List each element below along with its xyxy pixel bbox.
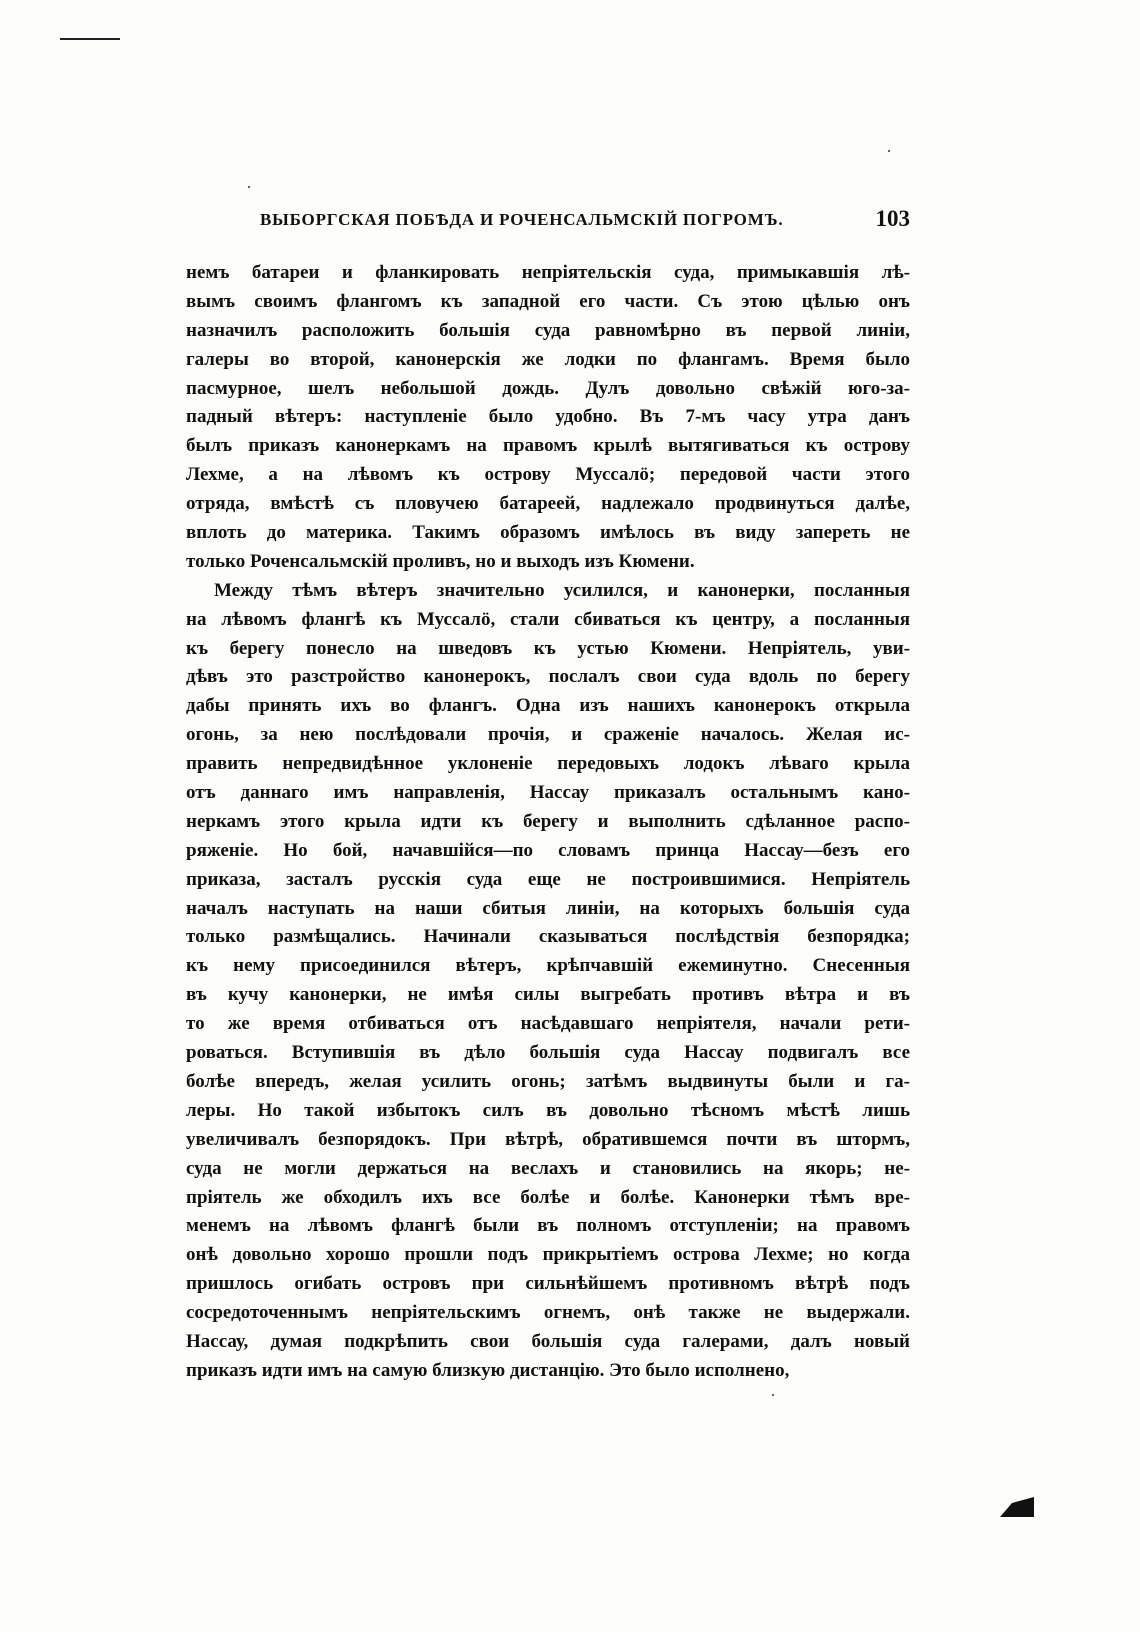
text-line: на лѣвомъ флангѣ къ Муссалö, стали сбиваться къ центру, а посланныя — [186, 608, 910, 630]
text-line: назначилъ расположить большія суда равномѣрно въ первой линіи, — [186, 319, 910, 341]
text-line: немъ батареи и фланкировать непріятельскія суда, примыкавшія лѣ- — [186, 262, 910, 283]
text-line: онѣ довольно хорошо прошли подъ прикрытіемъ острова Лехме; но когда — [186, 1244, 910, 1266]
text-line: падный вѣтеръ: наступленіе было удобно. Въ 7-мъ часу утра данъ — [186, 406, 910, 428]
scan-speck — [888, 150, 890, 152]
text-line: галеры во второй, канонерскія же лодки по флангамъ. Время было — [186, 348, 910, 370]
text-line: вплоть до материка. Такимъ образомъ имѣлось въ виду запереть не — [186, 522, 910, 544]
text-line: роваться. Вступившія въ дѣло большія суда Нассау подвигалъ все — [186, 1042, 910, 1064]
page-number: 103 — [875, 206, 910, 231]
text-line: дѣвъ это разстройство канонерокъ, послалъ свои суда вдоль по берегу — [186, 666, 910, 688]
text-line: леры. Но такой избытокъ силъ въ довольно тѣсномъ мѣстѣ лишь — [186, 1099, 910, 1121]
text-line: только размѣщались. Начинали сказываться послѣдствія безпорядка; — [186, 926, 910, 948]
text-line: пріятель же обходилъ ихъ все болѣе и болѣе. Канонерки тѣмъ вре- — [186, 1186, 910, 1208]
text-line: дабы принять ихъ во флангъ. Одна изъ нашихъ канонерокъ открыла — [186, 695, 910, 717]
text-line: Нассау, думая подкрѣпить свои большія суда галерами, далъ новый — [186, 1330, 910, 1352]
text-line: Между тѣмъ вѣтеръ значительно усилился, и канонерки, посланныя — [214, 579, 910, 601]
body-text — [186, 259, 910, 1386]
text-line: ряженіе. Но бой, начавшійся—по словамъ принца Нассау—безъ его — [186, 839, 910, 861]
text-line: огонь, за нею послѣдовали прочія, и сраженіе началось. Желая ис- — [186, 724, 910, 746]
page-corner-mark — [998, 1495, 1036, 1519]
text-line: неркамъ этого крыла идти къ берегу и выполнить сдѣланное распо- — [186, 810, 910, 832]
scan-corner-rule — [60, 38, 120, 40]
text-line: увеличивалъ безпорядокъ. При вѣтрѣ, обратившемся почти въ штормъ, — [186, 1128, 910, 1150]
text-line: только Роченсальмскій проливъ, но и выходъ изъ Кюмени. — [186, 550, 695, 572]
text-line: менемъ на лѣвомъ флангѣ были въ полномъ отступленіи; на правомъ — [186, 1215, 910, 1237]
text-line: къ берегу понесло на шведовъ къ устью Кюмени. Непріятель, уви- — [186, 637, 910, 659]
text-line: пасмурное, шелъ небольшой дождь. Дулъ довольно свѣжій юго-за- — [186, 377, 910, 399]
text-line: приказъ идти имъ на самую близкую дистанцію. Это было исполнено, — [186, 1359, 790, 1381]
text-line: болѣе впередъ, желая усилить огонь; затѣмъ выдвинуты были и га- — [186, 1070, 910, 1092]
text-line: къ нему присоединился вѣтеръ, крѣпчавшій ежеминутно. Снесенныя — [186, 955, 910, 977]
text-line: вымъ своимъ флангомъ къ западной его части. Съ этою цѣлью онъ — [186, 290, 910, 312]
text-line: былъ приказъ канонеркамъ на правомъ крылѣ вытягиваться къ острову — [186, 435, 910, 457]
text-line: отряда, вмѣстѣ съ пловучею батареей, надлежало продвинуться далѣе, — [186, 493, 910, 515]
text-line: суда не могли держаться на веслахъ и становились на якорь; не- — [186, 1157, 910, 1179]
text-line: началъ наступать на наши сбитыя линіи, на которыхъ большія суда — [186, 897, 910, 919]
text-line: то же время отбиваться отъ насѣдавшаго непріятеля, начали рети- — [186, 1013, 910, 1035]
text-line: сосредоточеннымъ непріятельскимъ огнемъ, онѣ также не выдержали. — [186, 1302, 910, 1324]
scan-speck — [248, 186, 250, 188]
running-title: ВЫБОРГСКАЯ ПОБѢДА И РОЧЕНСАЛЬМСКІЙ ПОГРОМЪ. — [260, 210, 784, 229]
text-line: приказа, засталъ русскія суда еще не построившимися. Непріятель — [186, 868, 910, 890]
text-line: править непредвидѣнное уклоненіе передовыхъ лодокъ лѣваго крыла — [186, 753, 910, 775]
text-line: Лехме, а на лѣвомъ къ острову Муссалö; передовой части этого — [186, 464, 910, 486]
text-line: пришлось огибать островъ при сильнѣйшемъ противномъ вѣтрѣ подъ — [186, 1273, 910, 1295]
text-line: въ кучу канонерки, не имѣя силы выгребать противъ вѣтра и въ — [186, 984, 910, 1006]
running-header — [186, 206, 910, 236]
paragraph-2 — [186, 577, 910, 1386]
scan-speck — [772, 1394, 774, 1396]
paragraph-1 — [186, 259, 910, 577]
text-line: отъ даннаго имъ направленія, Нассау приказалъ остальнымъ кано- — [186, 782, 910, 804]
